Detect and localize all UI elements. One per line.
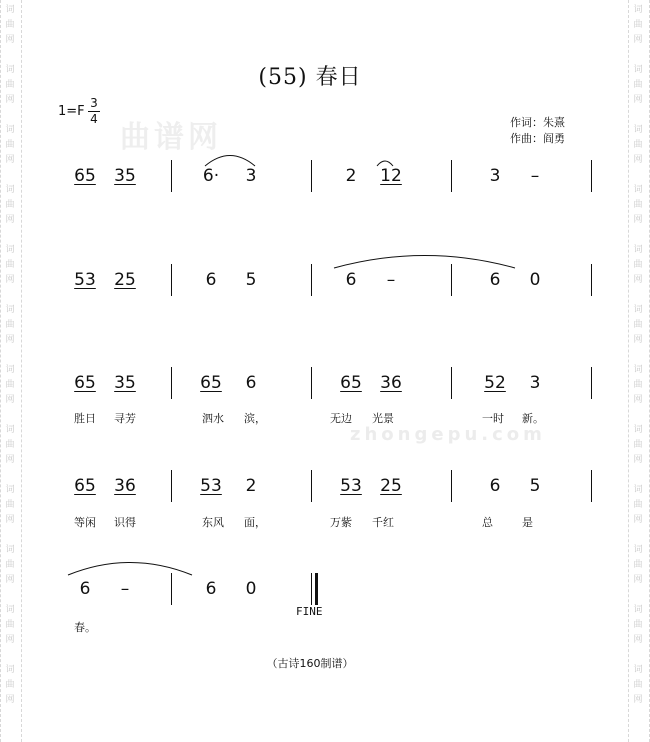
time-signature-bottom: 4 <box>90 112 98 126</box>
side-watermark-char: 词 <box>5 125 15 135</box>
side-watermark-char: 曲 <box>633 80 643 90</box>
side-watermark-char: 词 <box>5 245 15 255</box>
side-watermark-char: 网 <box>633 695 643 705</box>
side-watermark-char: 曲 <box>5 500 15 510</box>
note: 53 <box>74 270 96 290</box>
note: 65 <box>74 373 96 393</box>
note: 5 <box>529 476 541 496</box>
note: 53 <box>200 476 222 496</box>
note: 2 <box>345 166 357 186</box>
lyricist-credit: 作词：朱熹 <box>510 116 565 129</box>
side-watermark-char: 网 <box>633 455 643 465</box>
side-watermark-char: 网 <box>633 635 643 645</box>
side-watermark-char: 词 <box>5 485 15 495</box>
side-watermark-char: 曲 <box>5 560 15 570</box>
side-watermark-char: 网 <box>5 695 15 705</box>
note: 6 <box>489 476 501 496</box>
lyric: 胜日 <box>74 412 96 425</box>
note: 6 <box>345 270 357 290</box>
side-watermark-char: 曲 <box>5 680 15 690</box>
side-watermark-char: 曲 <box>633 620 643 630</box>
side-watermark-char: 曲 <box>633 380 643 390</box>
note: 25 <box>380 476 402 496</box>
side-watermark-char: 网 <box>633 335 643 345</box>
note: 0 <box>529 270 541 290</box>
side-watermark-char: 曲 <box>5 20 15 30</box>
note: 6 <box>245 373 257 393</box>
key-signature: 1=F <box>58 104 85 119</box>
side-watermark-char: 词 <box>633 5 643 15</box>
side-watermark-char: 曲 <box>633 140 643 150</box>
lyric: 东风 <box>202 516 224 529</box>
song-title: (55) 春日 <box>258 65 362 90</box>
side-watermark-char: 网 <box>5 275 15 285</box>
side-watermark-char: 词 <box>5 365 15 375</box>
slur <box>377 161 393 166</box>
lyric: 春。 <box>74 621 96 634</box>
lyric: 一时 <box>482 412 504 425</box>
side-watermark-char: 曲 <box>5 620 15 630</box>
side-watermark-char: 网 <box>633 95 643 105</box>
side-watermark-char: 词 <box>633 665 643 675</box>
side-watermark-char: 词 <box>5 5 15 15</box>
lyric: 总 <box>482 516 493 529</box>
note: 6 <box>489 270 501 290</box>
side-watermark-char: 网 <box>633 515 643 525</box>
side-watermark-char: 词 <box>5 605 15 615</box>
side-watermark-char: 曲 <box>5 140 15 150</box>
side-watermark-char: 曲 <box>633 200 643 210</box>
side-watermark-char: 网 <box>633 275 643 285</box>
side-watermark-char: 词 <box>5 65 15 75</box>
note: 3 <box>245 166 257 186</box>
background-watermark-url: zhongepu.com <box>350 424 546 445</box>
side-watermark-char: 曲 <box>633 440 643 450</box>
lyric: 等闲 <box>74 516 96 529</box>
note: – <box>386 270 396 290</box>
side-watermark-char: 网 <box>5 575 15 585</box>
note: 65 <box>74 166 96 186</box>
side-watermark-char: 曲 <box>633 260 643 270</box>
note: 2 <box>245 476 257 496</box>
side-watermark-char: 词 <box>5 545 15 555</box>
side-watermark-char: 词 <box>5 425 15 435</box>
note: 35 <box>114 373 136 393</box>
note: 53 <box>340 476 362 496</box>
side-watermark-char: 曲 <box>633 560 643 570</box>
slur <box>68 563 192 576</box>
note: 36 <box>380 373 402 393</box>
note: 65 <box>200 373 222 393</box>
lyric: 泗水 <box>202 412 224 425</box>
slur <box>334 256 515 269</box>
side-watermark-char: 词 <box>633 305 643 315</box>
time-signature-top: 3 <box>90 96 98 110</box>
note: 25 <box>114 270 136 290</box>
side-watermark-char: 网 <box>5 35 15 45</box>
note: 6 <box>205 579 217 599</box>
note: 65 <box>74 476 96 496</box>
side-watermark-char: 网 <box>5 515 15 525</box>
side-watermark-char: 曲 <box>633 320 643 330</box>
note: 52 <box>484 373 506 393</box>
note: 0 <box>245 579 257 599</box>
lyric: 新。 <box>522 412 544 425</box>
side-watermark-char: 曲 <box>5 320 15 330</box>
footer-note: （古诗160制谱） <box>266 657 354 670</box>
note: – <box>120 579 130 599</box>
lyric: 光景 <box>372 412 394 425</box>
side-watermark-char: 曲 <box>633 680 643 690</box>
lyric: 面， <box>244 516 266 529</box>
note: 12 <box>380 166 402 186</box>
note: 6 <box>79 579 91 599</box>
side-watermark-char: 词 <box>633 245 643 255</box>
side-watermark-char: 曲 <box>5 380 15 390</box>
lyric: 是 <box>522 516 533 529</box>
side-watermark-char: 词 <box>633 185 643 195</box>
note: 35 <box>114 166 136 186</box>
note: 3 <box>489 166 501 186</box>
side-watermark-char: 词 <box>633 365 643 375</box>
lyric: 无边 <box>330 412 352 425</box>
composer-credit: 作曲：阎勇 <box>510 132 565 145</box>
lyric: 识得 <box>114 516 136 529</box>
side-watermark-char: 词 <box>633 65 643 75</box>
side-watermark-char: 词 <box>633 545 643 555</box>
note: 65 <box>340 373 362 393</box>
side-watermark-char: 词 <box>633 125 643 135</box>
lyric: 万紫 <box>330 516 352 529</box>
side-watermark-char: 网 <box>5 635 15 645</box>
side-watermark-char: 词 <box>633 485 643 495</box>
side-watermark-char: 词 <box>633 605 643 615</box>
side-watermark-char: 词 <box>5 185 15 195</box>
side-watermark-char: 网 <box>5 215 15 225</box>
lyric: 寻芳 <box>114 412 136 425</box>
side-watermark-char: 网 <box>633 575 643 585</box>
note: – <box>530 166 540 186</box>
side-watermark-char: 曲 <box>5 440 15 450</box>
note: 6· <box>202 166 220 186</box>
side-watermark-char: 词 <box>633 425 643 435</box>
side-watermark-char: 网 <box>5 95 15 105</box>
side-watermark-char: 网 <box>633 35 643 45</box>
side-watermark-char: 网 <box>5 335 15 345</box>
side-watermark-char: 网 <box>5 155 15 165</box>
side-watermark-char: 网 <box>5 455 15 465</box>
side-watermark-char: 曲 <box>633 500 643 510</box>
side-watermark-char: 曲 <box>633 20 643 30</box>
side-watermark-char: 网 <box>633 395 643 405</box>
side-watermark-char: 网 <box>633 215 643 225</box>
side-watermark-char: 词 <box>5 665 15 675</box>
side-watermark-char: 曲 <box>5 80 15 90</box>
slur <box>205 156 255 167</box>
background-watermark-top: 曲谱网 <box>120 120 222 155</box>
side-watermark-char: 曲 <box>5 200 15 210</box>
lyric: 滨， <box>244 412 266 425</box>
note: 3 <box>529 373 541 393</box>
note: 5 <box>245 270 257 290</box>
note: 36 <box>114 476 136 496</box>
fine-marking: FINE <box>296 605 323 618</box>
lyric: 千红 <box>372 516 394 529</box>
side-watermark-char: 网 <box>633 155 643 165</box>
side-watermark-char: 网 <box>5 395 15 405</box>
side-watermark-char: 曲 <box>5 260 15 270</box>
side-watermark-char: 词 <box>5 305 15 315</box>
note: 6 <box>205 270 217 290</box>
